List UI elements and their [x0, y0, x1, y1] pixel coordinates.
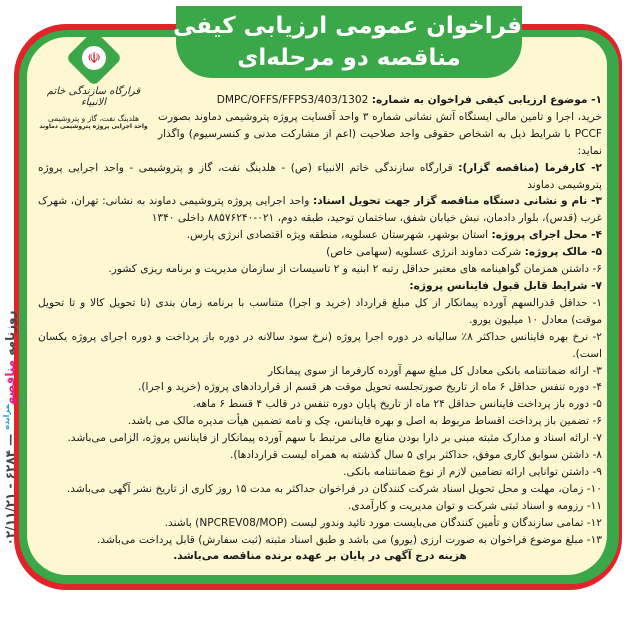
- logo-line-3: واحد اجرایی پروژه پتروشیمی دماوند: [39, 123, 148, 130]
- iran-emblem-icon: ☫: [65, 30, 122, 87]
- section-9: ۹- داشتن توانایی ارائه تضامین لازم از نوع ضمانتنامه بانکی.: [343, 465, 602, 478]
- section-7-heading: ۷- شرایط قابل قبول فاینانس پروژه:: [409, 279, 602, 292]
- section-5: ۵- مالک پروژه: شرکت دماوند انرژی عسلویه (سهامی خاص): [326, 246, 602, 259]
- title-line-2: مناقصه دو مرحله‌ای: [237, 45, 461, 71]
- section-6: ۶- داشتن همزمان گواهینامه های معتبر حداقل رتبه ۲ ابنیه و ۲ تاسیسات از سازمان مدیریت و برنامه ریزی کشور.: [108, 263, 602, 276]
- logo-line-2: هلدینگ نفت، گاز و پتروشیمی: [48, 114, 139, 123]
- section-1-text: خرید، اجرا و تامین مالی ایستگاه آتش نشانی شماره ۳ واحد آفسایت پروژه پتروشیمی دماوند بصورت PCCF با شرایط ذیل به اشخاص حقوقی واجد صلاحیت (اعم از مشارکت مدنی و کنسرسیوم) واگذار نماید:: [158, 110, 603, 157]
- section-8: ۸- داشتن سوابق کاری موفق، حداکثر برای ۵ سال گذشته به همراه لیست قراردادها).: [230, 449, 602, 462]
- section-3: ۳- نام و نشانی دستگاه مناقصه گزار جهت تحویل اسناد: واحد اجرایی پروژه پتروشیمی دماوند به نشانی: تهران، شهرک غرب (قدس)، بلوار دادمان، نبش خیابان شفق، ساختمان توحید، طبقه دوم، ۰۲۱-۸۸۵۷۶۲۴۰ داخلی ۱۳۴۰: [38, 195, 602, 225]
- ad-content: [38, 92, 602, 565]
- finance-item-7: ۷- ارائه اسناد و مدارک مثبته مبنی بر دارا بودن منابع مالی مرتبط با سهم آورده پیمانکار از فاینانس پروژه، الزامی می‌باشد.: [67, 432, 602, 445]
- title-line-1: فراخوان عمومی ارزیابی کیفی: [173, 13, 522, 39]
- finance-item-6: ۶- تضمین باز پرداخت اقساط مربوط به اصل و بهره فاینانس، چک و نامه تضمین هیأت مدیره مالک می باشد.: [127, 415, 602, 428]
- section-10: ۱۰- زمان، مهلت و محل تحویل اسناد شرکت کنندگان در فراخوان حداکثر به مدت ۱۵ روز کاری از تاریخ نشر آگهی می‌باشد.: [66, 482, 602, 495]
- issue-number: ۶۲۸۴: [3, 450, 17, 480]
- section-4: ۴- محل اجرای پروژه: استان بوشهر، شهرستان عسلویه، منطقه ویژه اقتصادی انرژی پارس.: [186, 229, 602, 242]
- ad-title: [173, 6, 522, 78]
- section-11: ۱۱- رزومه و اسناد ثبتی شرکت و توان مدیریت و کارآمدی.: [348, 499, 602, 512]
- newspaper-name: روزنامه: [3, 310, 17, 356]
- finance-item-4: ۴- دوره تنفس حداقل ۶ ماه از تاریخ صورتجلسه تحویل موقت هر قسم از قراردادهای پروژه (خرید و اجرا).: [138, 381, 602, 394]
- section-1: ۱- موضوع ارزیابی کیفی فراخوان به شماره: DMPC/OFFS/FFPS3/403/1302: [216, 94, 602, 106]
- footer-note: هزینه درج آگهی در پایان بر عهده برنده مناقصه می‌باشد.: [173, 550, 467, 563]
- finance-item-2: ۲- نرخ بهره فاینانس حداکثر ۸٪ سالیانه در دوره اجرا پروژه (نرخ سود سالانه در دوره باز پرداخت و دوره اجرای پروژه یکسان است).: [38, 330, 602, 360]
- finance-item-3: ۳- ارائه ضمانتنامه بانکی معادل کل مبلغ سهم آورده کارفرما از سوی پیمانکار: [268, 364, 602, 377]
- section-13: ۱۳- مبلغ موضوع فراخوان به صورت ارزی (یورو) می باشد و طبق اسناد مثبته (ثبت سفارش) قابل پرداخت می‌باشد.: [96, 533, 602, 546]
- section-2: ۲- کارفرما (مناقصه گزار): قرارگاه سازندگی خاتم الانبیاء (ص) - هلدینگ نفت، گاز و پتروشیمی - واحد اجرایی پروژه پتروشیمی دماوند: [38, 161, 602, 191]
- tender-code: DMPC/OFFS/FFPS3/403/1302: [216, 94, 369, 106]
- newspaper-brand-sub: مزایده: [2, 404, 11, 430]
- logo-line-1: قرارگاه سازندگی خاتم الانبیاء: [46, 86, 141, 108]
- newspaper-brand: مناقصه: [3, 359, 17, 405]
- finance-item-5: ۵- دوره باز پرداخت فاینانس حداقل ۲۴ ماه از تاریخ پایان دوره تنفس در قالب ۴ قسط ۶ ماهه.: [192, 398, 602, 411]
- newspaper-side-strip: روزنامه مناقصه$^{مزایده}$ — ۶۲۸۴ - ۰۲/۱۱/۲۱: [2, 310, 17, 546]
- section-12: ۱۲- تمامی سازندگان و تأمین کنندگان می‌بایست مورد تائید وندور لیست (NPCREV08/MOP) باشند.: [164, 516, 602, 529]
- finance-item-1: ۱- حداقل قدرالسهم آورده پیمانکار از کل مبلغ قرارداد (خرید و اجرا) متناسب با برنامه زمان بندی (تا تحویل کالا و تا تحویل موقت) معادل ۱۰ میلیون یورو.: [38, 296, 602, 326]
- issue-date: ۰۲/۱۱/۲۱: [3, 492, 17, 546]
